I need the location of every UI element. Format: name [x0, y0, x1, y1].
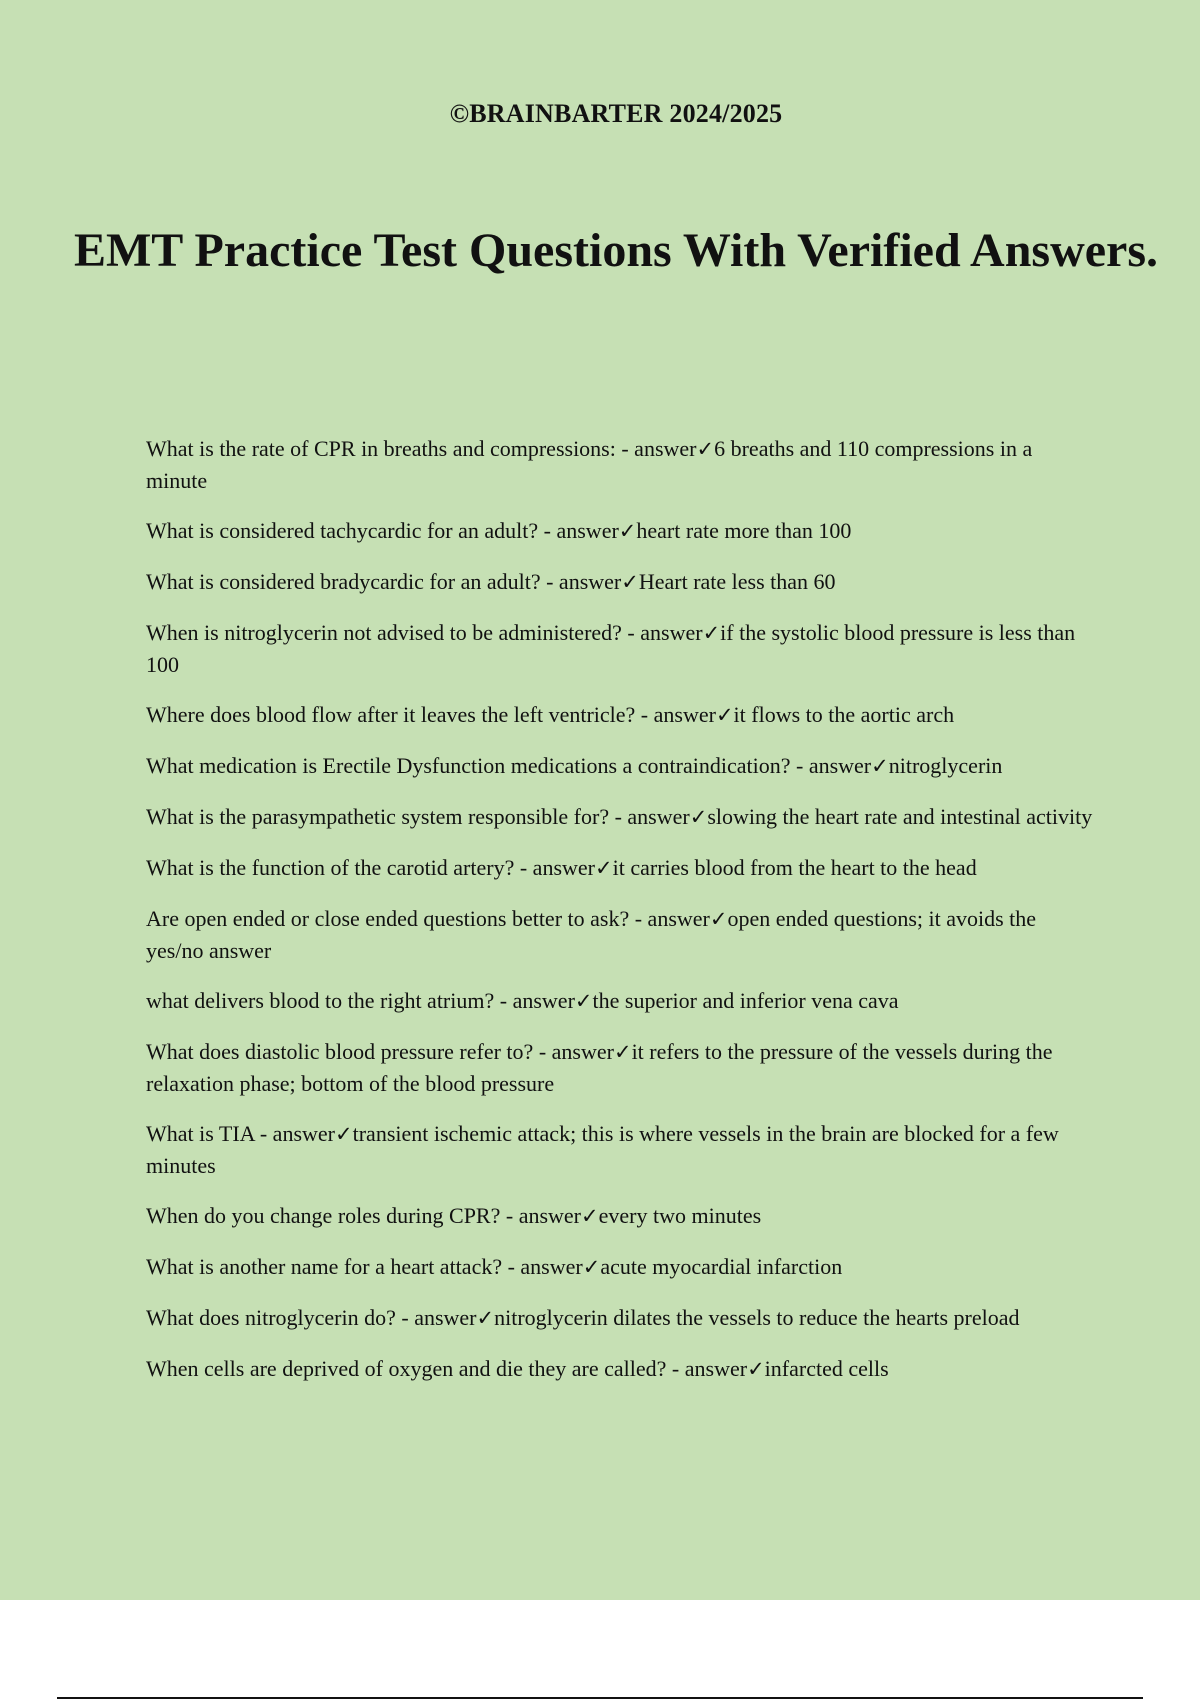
answer-label: - answer [395, 1305, 477, 1330]
qa-item [146, 985, 1096, 1017]
answer-text: acute myocardial infarction [600, 1254, 843, 1279]
answer-label: - answer [533, 1039, 614, 1064]
checkmark-icon: ✓ [696, 437, 715, 461]
question-text: What is considered bradycardic for an adult? [146, 569, 541, 594]
answer-label: - answer [254, 1121, 335, 1146]
document-title: EMT Practice Test Questions With Verified Answers. [73, 224, 1159, 277]
answer-label: - answer [609, 804, 690, 829]
answer-label: - answer [790, 753, 872, 778]
answer-text: nitroglycerin [888, 753, 1003, 778]
answer-label: - answer [500, 1203, 582, 1228]
checkmark-icon: ✓ [702, 621, 721, 645]
answer-text: open ended questions; it avoids the yes/no answer [146, 906, 1037, 963]
answer-text: Heart rate less than 60 [638, 569, 836, 594]
qa-item [146, 750, 1096, 782]
answer-label: - answer [494, 988, 575, 1013]
qa-item [146, 1353, 1096, 1385]
checkmark-icon: ✓ [709, 907, 728, 931]
question-text: What is the parasympathetic system responsible for? [146, 804, 610, 829]
question-text: What is another name for a heart attack? [146, 1254, 503, 1279]
answer-text: every two minutes [598, 1203, 762, 1228]
qa-item [146, 433, 1096, 496]
qa-item [146, 903, 1096, 966]
checkmark-icon: ✓ [335, 1122, 353, 1146]
answer-label: - answer [615, 436, 697, 461]
question-text: What is considered tachycardic for an adult? [146, 518, 539, 543]
checkmark-icon: ✓ [618, 519, 637, 543]
answer-text: infarcted cells [764, 1356, 889, 1381]
qa-item [146, 852, 1096, 884]
answer-label: - answer [514, 855, 595, 880]
qa-item [146, 699, 1096, 731]
answer-text: nitroglycerin dilates the vessels to reduce the hearts preload [494, 1305, 1020, 1330]
question-text: What is TIA [146, 1121, 255, 1146]
answer-text: if the systolic blood pressure is less than 100 [146, 620, 1076, 677]
qa-item [146, 1251, 1096, 1283]
checkmark-icon: ✓ [621, 570, 639, 594]
checkmark-icon: ✓ [613, 1040, 632, 1064]
checkmark-icon: ✓ [582, 1255, 601, 1279]
copyright-header: ©BRAINBARTER 2024/2025 [449, 99, 783, 128]
checkmark-icon: ✓ [574, 989, 593, 1013]
question-text: When do you change roles during CPR? [146, 1203, 501, 1228]
checkmark-icon: ✓ [595, 856, 613, 880]
answer-label: - answer [635, 702, 716, 727]
checkmark-icon: ✓ [581, 1204, 599, 1228]
qa-item [146, 566, 1096, 598]
qa-list [146, 433, 1096, 1404]
checkmark-icon: ✓ [715, 703, 734, 727]
question-text: What medication is Erectile Dysfunction medications a contraindication? [146, 753, 791, 778]
answer-label: - answer [666, 1356, 748, 1381]
checkmark-icon: ✓ [689, 805, 708, 829]
qa-item [146, 1118, 1096, 1181]
question-text: what delivers blood to the right atrium? [146, 988, 495, 1013]
answer-label: - answer [502, 1254, 583, 1279]
question-text: What is the rate of CPR in breaths and compressions: [146, 436, 616, 461]
qa-item [146, 1302, 1096, 1334]
checkmark-icon: ✓ [871, 754, 889, 778]
qa-item [146, 617, 1096, 680]
answer-label: - answer [540, 569, 622, 594]
qa-item [146, 801, 1096, 833]
answer-text: it flows to the aortic arch [733, 702, 955, 727]
answer-label: - answer [629, 906, 710, 931]
question-text: When cells are deprived of oxygen and die they are called? [146, 1356, 667, 1381]
answer-text: 6 breaths and 110 compressions in a minute [146, 436, 1033, 493]
checkmark-icon: ✓ [476, 1306, 495, 1330]
question-text: What is the function of the carotid artery? [146, 855, 515, 880]
answer-text: transient ischemic attack; this is where vessels in the brain are blocked for a few minutes [146, 1121, 1059, 1178]
footer-divider [57, 1697, 1143, 1699]
question-text: Are open ended or close ended questions better to ask? [146, 906, 630, 931]
question-text: What does nitroglycerin do? [146, 1305, 396, 1330]
qa-item [146, 1036, 1096, 1099]
question-text: Where does blood flow after it leaves the left ventricle? [146, 702, 636, 727]
answer-text: it refers to the pressure of the vessels during the relaxation phase; bottom of the blood pressure [146, 1039, 1053, 1096]
answer-label: - answer [538, 518, 619, 543]
answer-text: it carries blood from the heart to the head [612, 855, 977, 880]
checkmark-icon: ✓ [747, 1357, 765, 1381]
qa-item [146, 1200, 1096, 1232]
question-text: What does diastolic blood pressure refer to? [146, 1039, 534, 1064]
qa-item [146, 515, 1096, 547]
answer-text: the superior and inferior vena cava [592, 988, 899, 1013]
question-text: When is nitroglycerin not advised to be administered? [146, 620, 622, 645]
answer-text: heart rate more than 100 [636, 518, 852, 543]
answer-label: - answer [621, 620, 703, 645]
answer-text: slowing the heart rate and intestinal activity [707, 804, 1093, 829]
